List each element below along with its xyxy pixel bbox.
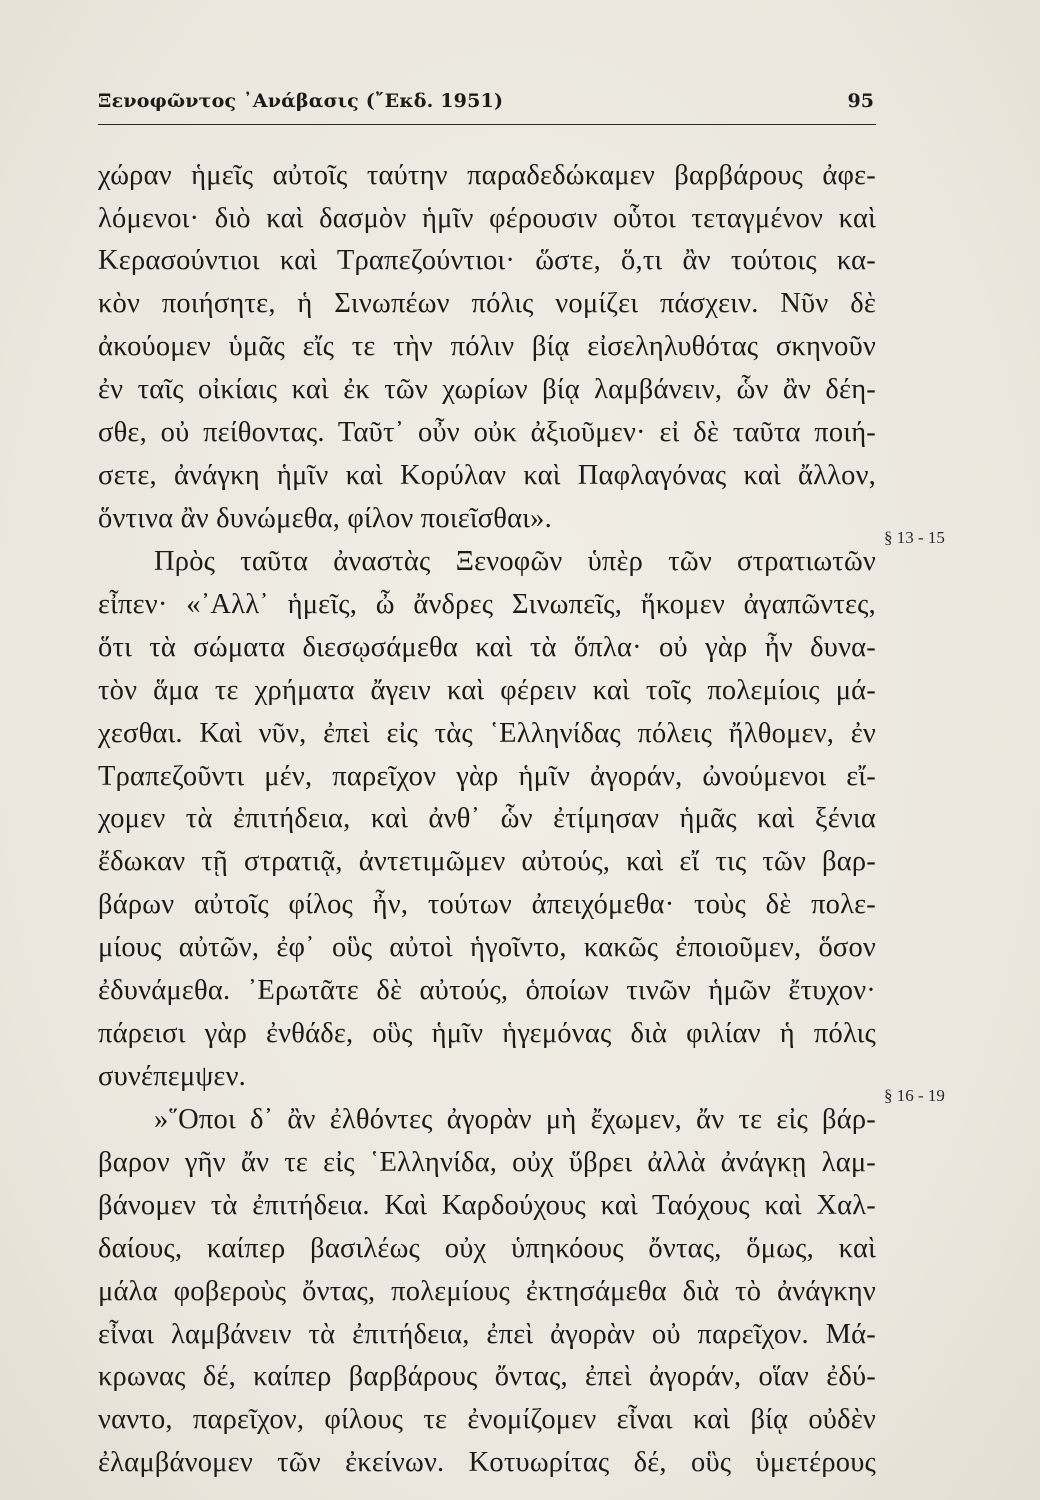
text-line: σθε, οὐ πείθοντας. Ταῦτ᾿ οὖν οὐκ ἀξιοῦμεν· εἰ δὲ ταῦτα ποιή- [98, 417, 876, 448]
text-line: Τραπεζοῦντι μέν, παρεῖχον γὰρ ἡμῖν ἀγοράν, ὠνούμενοι εἴ- [98, 761, 876, 792]
text-line: ἀκούομεν ὑμᾶς εἴς τε τὴν πόλιν βίᾳ εἰσεληλυθότας σκηνοῦν [98, 331, 876, 362]
text-line: ναντο, παρεῖχον, φίλους τε ἐνομίζομεν εἶναι καὶ βίᾳ οὐδὲν [98, 1404, 876, 1435]
text-line: χεσθαι. Καὶ νῦν, ἐπεὶ εἰς τὰς ῾Ελληνίδας πόλεις ἤλθομεν, ἐν [98, 718, 876, 749]
text-line: εἶναι λαμβάνειν τὰ ἐπιτήδεια, ἐπεὶ ἀγορὰν οὐ παρεῖχον. Μά- [98, 1319, 876, 1350]
text-line: πάρεισι γὰρ ἐνθάδε, οὓς ἡμῖν ἡγεμόνας διὰ φιλίαν ἡ πόλις [98, 1018, 876, 1049]
text-line: κὸν ποιήσητε, ἡ Σινωπέων πόλις νομίζει πάσχειν. Νῦν δὲ [98, 288, 876, 319]
text-line: τὸν ἅμα τε χρήματα ἄγειν καὶ φέρειν καὶ τοῖς πολεμίοις μά- [98, 675, 876, 706]
text-line: λόμενοι· διὸ καὶ δασμὸν ἡμῖν φέρουσιν οὗτοι τεταγμένον καὶ [98, 203, 876, 234]
text-line: ὅτι τὰ σώματα διεσῳσάμεθα καὶ τὰ ὅπλα· οὐ γὰρ ἦν δυνα- [98, 632, 876, 663]
header-title: Ξενοφῶντος ᾿Ανάβασις (῎Εκδ. 1951) [98, 90, 504, 112]
text-line: »῞Οποι δ᾿ ἂν ἐλθόντες ἀγορὰν μὴ ἔχωμεν, ἄν τε εἰς βάρ- [154, 1104, 876, 1135]
text-line: ἐλαμβάνομεν τῶν ἐκείνων. Κοτυωρίτας δέ, οὓς ὑμετέρους [98, 1447, 876, 1478]
text-line: Κερασούντιοι καὶ Τραπεζούντιοι· ὥστε, ὅ,τι ἂν τούτοις κα- [98, 245, 876, 276]
text-line: ἐν ταῖς οἰκίαις καὶ ἐκ τῶν χωρίων βίᾳ λαμβάνειν, ὧν ἂν δέη- [98, 374, 876, 405]
text-line: ἔδωκαν τῇ στρατιᾷ, ἀντετιμῶμεν αὐτούς, καὶ εἴ τις τῶν βαρ- [98, 846, 876, 877]
text-line: χομεν τὰ ἐπιτήδεια, καὶ ἀνθ᾿ ὧν ἐτίμησαν ἡμᾶς καὶ ξένια [98, 803, 876, 834]
section-marker: § 16 - 19 [884, 1086, 945, 1105]
text-line: κρωνας δέ, καίπερ βαρβάρους ὄντας, ἐπεὶ ἀγοράν, οἵαν ἐδύ- [98, 1361, 876, 1392]
running-header [98, 88, 876, 125]
text-line: δαίους, καίπερ βασιλέως οὐχ ὑπηκόους ὄντας, ὅμως, καὶ [98, 1233, 876, 1264]
text-line: εἶπεν· «᾿Αλλ᾿ ἡμεῖς, ὦ ἄνδρες Σινωπεῖς, ἥκομεν ἀγαπῶντες, [98, 589, 876, 620]
text-line: σετε, ἀνάγκη ἡμῖν καὶ Κορύλαν καὶ Παφλαγόνας καὶ ἄλλον, [98, 460, 876, 491]
text-line: Πρὸς ταῦτα ἀναστὰς Ξενοφῶν ὑπὲρ τῶν στρατιωτῶν [154, 546, 876, 577]
text-line: βάρων αὐτοῖς φίλος ἦν, τούτων ἀπειχόμεθα· τοὺς δὲ πολε- [98, 889, 876, 920]
text-line: βαρον γῆν ἄν τε εἰς ῾Ελληνίδα, οὐχ ὕβρει ἀλλὰ ἀνάγκῃ λαμ- [98, 1147, 876, 1178]
text-line: μάλα φοβεροὺς ὄντας, πολεμίους ἐκτησάμεθα διὰ τὸ ἀνάγκην [98, 1276, 876, 1307]
text-line: μίους αὐτῶν, ἐφ᾿ οὓς αὐτοὶ ἡγοῖντο, κακῶς ἐποιοῦμεν, ὅσον [98, 932, 876, 963]
text-line: χώραν ἡμεῖς αὐτοῖς ταύτην παραδεδώκαμεν βαρβάρους ἀφε- [98, 160, 876, 191]
section-marker: § 13 - 15 [884, 528, 945, 547]
page-number: 95 [847, 90, 874, 112]
text-line: ἐδυνάμεθα. ᾿Ερωτᾶτε δὲ αὐτούς, ὁποίων τινῶν ἡμῶν ἔτυχον· [98, 975, 876, 1006]
text-line: συνέπεμψεν. [98, 1061, 246, 1092]
text-line: βάνομεν τὰ ἐπιτήδεια. Καὶ Καρδούχους καὶ Ταόχους καὶ Χαλ- [98, 1190, 876, 1221]
text-line: ὅντινα ἂν δυνώμεθα, φίλον ποιεῖσθαι». [98, 503, 552, 534]
